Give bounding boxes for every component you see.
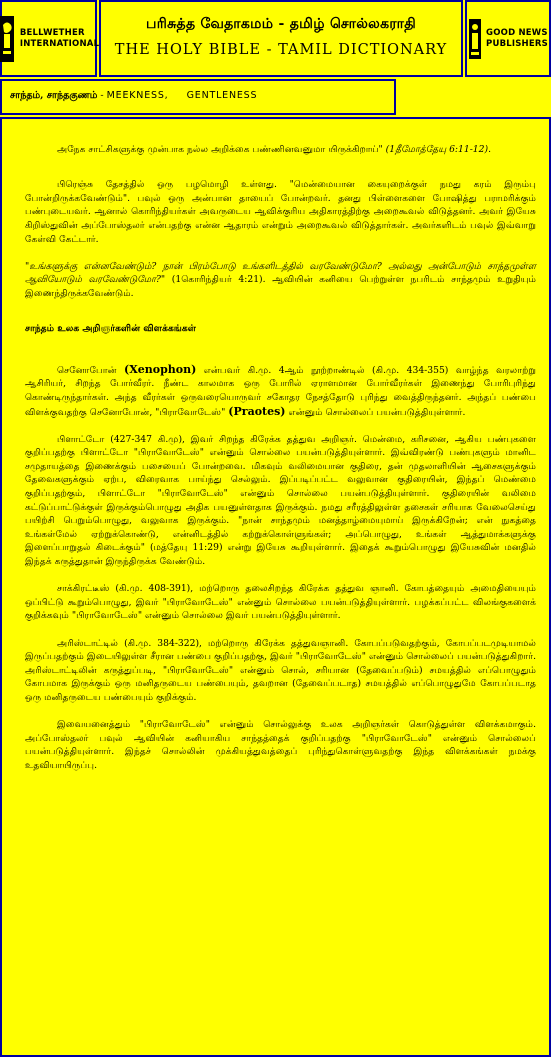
- paragraph-4-t2: என்பவர் கி.மு. 4ஆம் நூற்றாண்டில் (கி.மு. 434-355) வாழ்ந்த வரலாற்று ஆசிரியர், சிறந்த போர்வீரர். நீண்ட காலமாக ஒரு போரில் ஏராளமான போர்வீரர்கள் இணைந்து போரிபுரிந்து கொண்டிருந்தார்கள். அந்த வீரர்கள் ஒருவரையொருவர் சகோதர நேசத்தோடு புரிந்து வைத்திருந்தனர். அந்தப் பண்பை விளக்குவதற்கு செனோபோன், "பிராவோடேஸ்": [25, 364, 537, 418]
- paragraph-4-praotes: (Praotes): [228, 404, 286, 418]
- topic-separator: -: [97, 90, 107, 101]
- right-logo-line2: PUBLISHERS: [486, 38, 548, 49]
- bellwether-ram-icon: [0, 16, 16, 62]
- paragraph-3-rest: ஆவியின் கனியை பெற்றுள்ள நபரிடம் சாந்தமும் உறுதியும் இணைந்திருக்கவேண்டும்.: [25, 274, 537, 299]
- title-tamil: பரிசுத்த வேதாகமம் - தமிழ் சொல்லகராதி: [146, 16, 416, 32]
- topic-english-1: MEEKNESS,: [106, 90, 169, 101]
- section-heading: சாந்தம் உலக அறிஞர்களின் விளக்கங்கள்: [25, 323, 197, 335]
- topic-english-2: GENTLENESS: [186, 90, 258, 101]
- paragraph-4-xenophon: (Xenophon): [124, 362, 197, 376]
- paragraph-3-ref: (1கொரிந்தியர் 4:21).: [171, 274, 266, 286]
- paragraph-5: பிளாட்டோ (427-347 கி.மு), இவர் சிறந்த கிரேக்க தத்துவ அறிஞர். மென்மை, கரிசனை, ஆகிய பண்புகளை குறிப்பதற்கு பிளாட்டோ "பிராவோடேஸ்" என்னும் சொல்லை பயன்படுத்தியுள்ளார். இவ்விரண்டு பண்புகளும் மானிட சமுதாயத்தை இணைக்கும் பசையைப் போன்றவை. மிகவும் வலிமையான குதிரை, தன் முதலாளியின் ஆசைகளுக்கும் தேவைகளுக்கும் ஏற்ப, விரைவாக பாய்ந்து செல்லும். இப்படிப்பட்ட வலுவான குதிரையின், இந்தப் மெண்மை குறிப்பதற்கும், பிளாட்டோ "பிராவோடேஸ்" என்னும் சொல்லை பயன்படுத்தியுள்ளார். குதிரையின் வலிமை கட்டுப்பாட்டுக்குள் இருக்கும்பொழுது அதிக பயனுள்ளதாக இருக்கும். நமது சரீரத்திலுள்ள தசைகள் சரியாக வேலைசெய்து பயிற்சி பெறும்பொழுது, வலுவாக இருக்கும். "நான் சாந்தமும் மனத்தாழ்மையுமாய் இருக்கிறேன்; என் நுகத்தை உங்கள்மேல் ஏற்றுக்கொண்டு, என்னிடத்தில் கற்றுக்கொள்ளுங்கள்; அப்பொழுது, உங்கள் ஆத்துமாக்களுக்கு இளைப்பாறுதல் கிடைக்கும்" (மத்தேயு 11:29) என்று இயேசு கூறியுள்ளார். இதைக் கூறும்பொழுது இயேசுவின் மனதில் இந்தக் கருத்துதான் இருந்திருக்க வேண்டும்.: [25, 433, 536, 568]
- paragraph-3-quote: "உங்களுக்கு என்னவேண்டும்? நான் பிரம்போடு உங்களிடத்தில் வரவேண்டுமோ? அல்லது அன்போடும் சாந்தமுள்ள ஆவியோடும் வரவேண்டுமோ?": [25, 260, 536, 286]
- good-news-book-icon: [468, 19, 482, 59]
- title-english: THE HOLY BIBLE - TAMIL DICTIONARY: [114, 42, 448, 58]
- dictionary-title-box: [99, 0, 463, 77]
- topic-tamil: சாந்தம், சாந்தகுணம்: [10, 90, 98, 101]
- entry-body: [2, 119, 549, 773]
- paragraph-1-ref: (1தீமோத்தேயு 6:11-12).: [385, 144, 492, 155]
- paragraph-1-text: அநேக சாட்சிகளுக்கு முன்பாக நல்ல அறிக்கை பண்ணினவனுமா யிருக்கிறாய்": [57, 144, 383, 155]
- paragraph-4: [25, 363, 536, 419]
- topic-line: [2, 81, 394, 102]
- paragraph-6: சாக்கிரட்டீஸ் (கி.மு. 408-391), மற்றொரு தலைசிறந்த கிரேக்க தத்துவ ஞானி. கோபத்தையும் அமைதியையும் ஒப்பிட்டு கூறும்பொழுது, இவர் "பிராவோடேஸ்" என்னும் சொல்லை பயன்படுத்தியுள்ளார். பழக்கப்பட்ட விலங்குகளைக் குறிக்கவும் "பிராவோடேஸ்" என்னும் சொல்லை இவர் பயன்படுத்தியுள்ளார்.: [25, 583, 536, 622]
- paragraph-8: இவையனைத்தும் "பிராவோடேஸ்" என்னும் சொல்லுக்கு உலக அறிஞர்கள் கொடுத்துள்ள விளக்கமாகும். அப்போஸ்தலர் பவுல் ஆவியின் கனியாகிய சாந்தத்தைக் குறிப்பதற்கு "பிராவோடேஸ்" என்னும் சொல்லைப் பயன்படுத்தியுள்ளார். இந்தச் சொல்லின் முக்கியத்துவத்தைப் புரிந்துகொள்ளுவதற்கு இந்த விளக்கங்கள் நமக்கு உதவியாயிருப்பு.: [25, 719, 536, 771]
- paragraph-4-t3: என்னும் சொல்லைப் பயன்படுத்தியுள்ளார்.: [288, 406, 466, 418]
- left-logo-line1: BELLWETHER: [19, 27, 85, 38]
- good-news-logo-box: [465, 0, 551, 77]
- paragraph-2: பிரெஞ்சு தேசத்தில் ஒரு பழமொழி உள்ளது. "மென்மையான கையுறைக்குள் நமது கரம் இரும்பு போன்றிருக்கவேண்டும்". பவுல் ஒரு அன்பான தாயைப் போன்றவர். தனது பிள்ளைகளை போஷித்து பராமரிக்கும் பண்புடையவர். ஆனால் கொரிந்தியர்கள் அவருடைய ஆவிக்குரிய அதிகாரத்திற்கு அறைகூவல் விடுத்தனர். அவர் இயேசு கிறிஸ்துவின் அப்போஸ்தலர் என்பதற்கு என்ன ஆதாரம் என்றும் அறைகூவல் விடுத்தார்கள். அவர்களிடம் பவுல் இவ்வாறு கேள்வி கேட்டார்.: [25, 179, 536, 245]
- right-logo-line1: GOOD NEWS: [486, 27, 548, 38]
- paragraph-3: [25, 260, 536, 301]
- paragraph-4-t1: செனோபோன்: [57, 364, 117, 376]
- entry-content-box: [0, 117, 551, 1057]
- paragraph-1: [25, 143, 536, 157]
- topic-bar: [0, 79, 396, 115]
- paragraph-7: அரிஸ்டாட்டில் (கி.மு. 384-322), மற்றொரு கிரேக்க தத்துவஞானி. கோபப்படுவதற்கும், கோபப்படமுடியாமல் இருப்பதற்கும் இடையிலுள்ள சீரான பண்பை குறிப்பதற்கு, இவர் "பிராவோடேஸ்" என்னும் சொல்லைப் பயன்படுத்துகிறார். அரிஸ்டாட்டிலின் கருத்துப்படி, "பிராவோடேஸ்" என்னும் சொல், சரியான (தேவைப்படும்) சமயத்தில் எப்பொழுதும் கோபமாக இருக்கும் ஒரு மனிதருடைய பண்பையும், தவறான (தேவைப்படாத) சமயத்தில் எப்பொழுதுமே கோபப்படாத ஒரு மனிதருடைய பண்பையும் குறிக்கும்.: [25, 637, 536, 703]
- bellwether-logo-box: [0, 0, 100, 77]
- left-logo-line2: INTERNATIONAL: [19, 38, 100, 49]
